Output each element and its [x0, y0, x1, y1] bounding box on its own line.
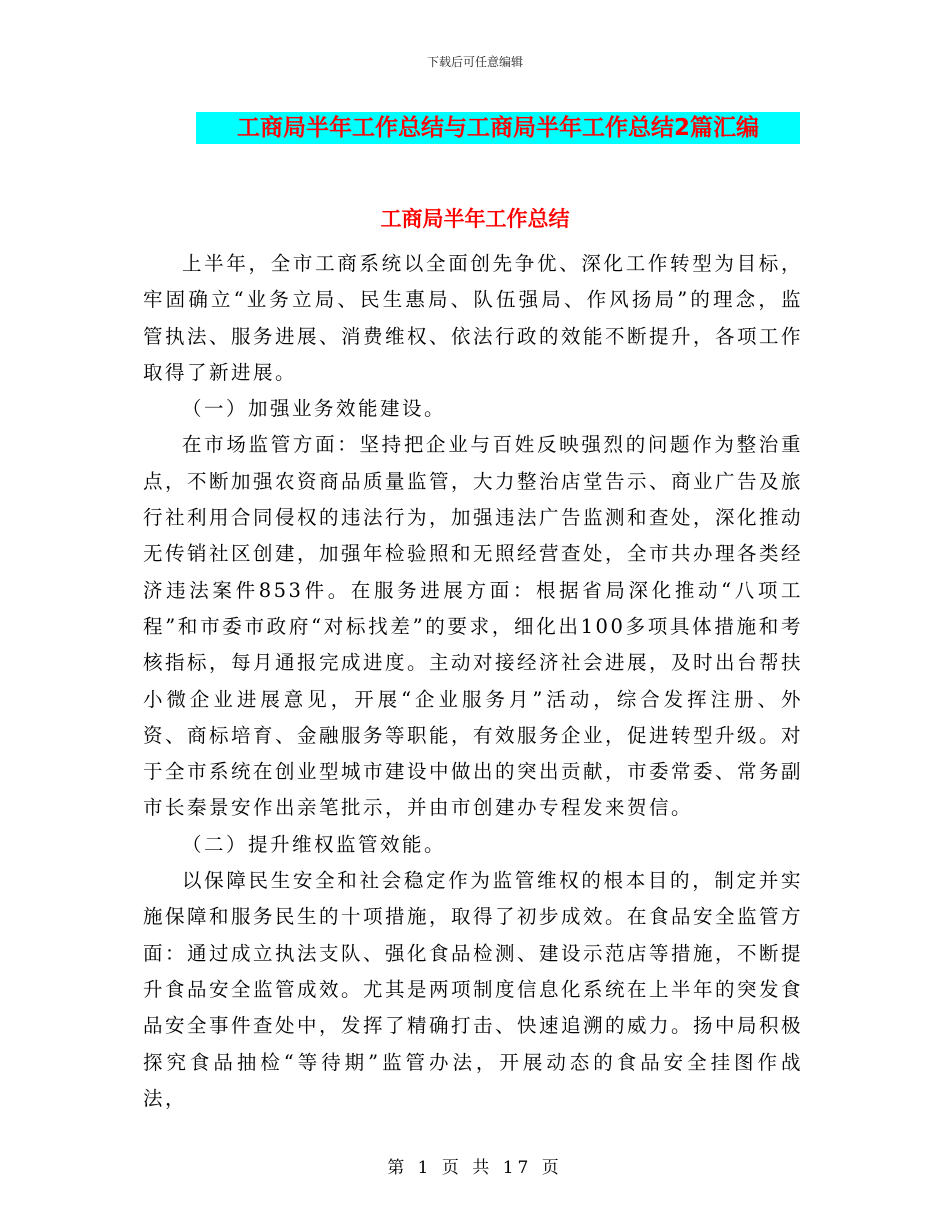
header-note: 下载后可任意编辑 [426, 55, 523, 69]
section-title: 工商局半年工作总结 [380, 207, 570, 231]
paragraph-intro: 上半年，全市工商系统以全面创先争优、深化工作转型为目标，牢固确立“业务立局、民生惠局、队伍强局、作风扬局”的理念，监管执法、服务进展、消费维权、依法行政的效能不断提升，各项工作取得了新进展。 [143, 252, 804, 384]
paragraph-heading-1: （一）加强业务效能建设。 [182, 397, 447, 421]
page-number: 第 1 页 共 17 页 [387, 1158, 563, 1178]
paragraph-rights-protection: 以保障民生安全和社会稳定作为监管维权的根本目的，制定并实施保障和服务民生的十项措施，取得了初步成效。在食品安全监管方面：通过成立执法支队、强化食品检测、建设示范店等措施，不断提升食品安全监管成效。尤其是两项制度信息化系统在上半年的突发食品安全事件查处中，发挥了精确打击、快速追溯的威力。扬中局积极探究食品抽检“等待期”监管办法，开展动态的食品安全挂图作战法， [143, 869, 804, 1110]
document-title: 工商局半年工作总结与工商局半年工作总结2篇汇编 [196, 112, 800, 144]
document-body [143, 246, 803, 1117]
paragraph-market-supervision: 在市场监管方面：坚持把企业与百姓反映强烈的问题作为整治重点，不断加强农资商品质量监管，大力整治店堂告示、商业广告及旅行社利用合同侵权的违法行为，加强违法广告监测和查处，深化推动无传销社区创建，加强年检验照和无照经营查处，全市共办理各类经济违法案件853件。在服务进展方面：根据省局深化推动“八项工程”和市委市政府“对标找差”的要求，细化出100多项具体措施和考核指标，每月通报完成进度。主动对接经济社会进展，及时出台帮扶小微企业进展意见，开展“企业服务月”活动，综合发挥注册、外资、商标培育、金融服务等职能，有效服务企业，促进转型升级。对于全市系统在创业型城市建设中做出的突出贡献，市委常委、常务副市长秦景安作出亲笔批示，并由市创建办专程发来贺信。 [143, 433, 804, 820]
paragraph-heading-2: （二）提升维权监管效能。 [182, 832, 447, 856]
